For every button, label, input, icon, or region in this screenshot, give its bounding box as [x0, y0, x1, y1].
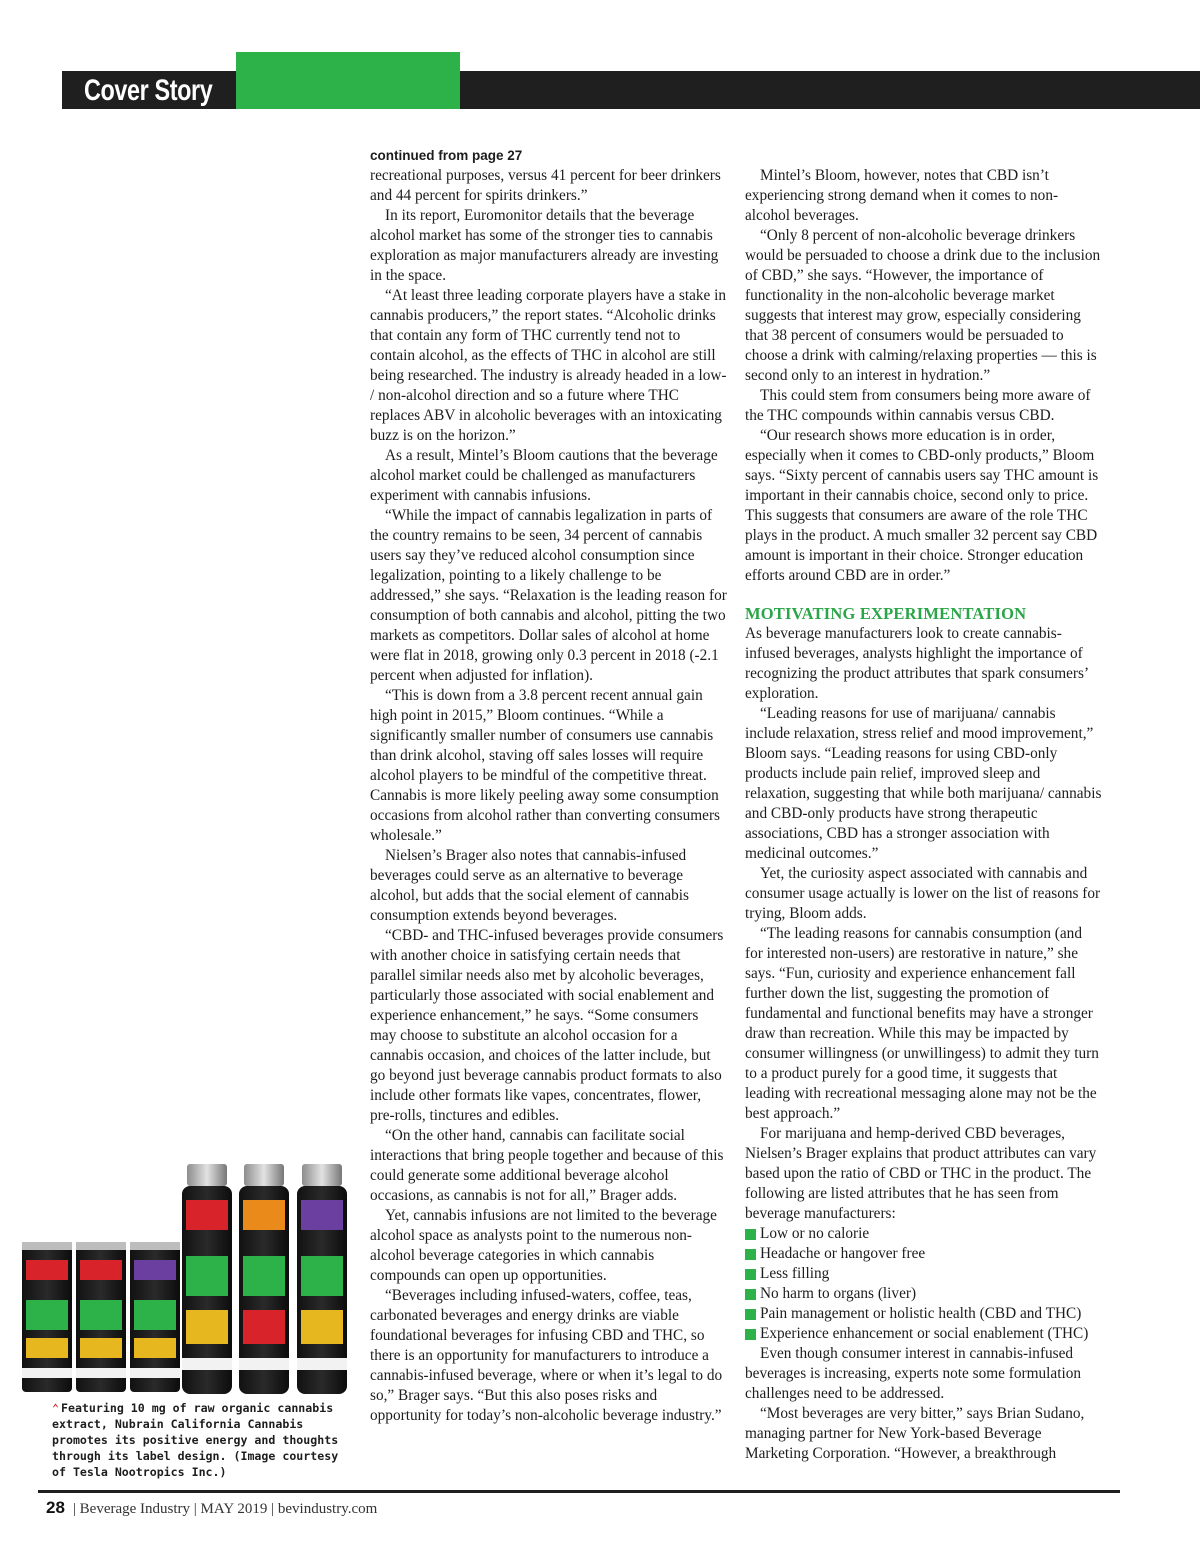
can-1 — [22, 1242, 72, 1392]
footer-rule — [38, 1490, 1120, 1493]
section-banner-accent — [236, 52, 460, 109]
publication-line: | Beverage Industry | MAY 2019 | bevindustry.com — [72, 1501, 378, 1517]
paragraph: “Only 8 percent of non-alcoholic beverage drinkers would be persuaded to choose a drink due to the inclusion of CBD,” she says. “However, the importance of functionality in the non-alcoholic beverage market suggests that interest may grow, especially considering that 38 percent of consumers would be persuaded to choose a drink with calming/relaxing properties — this is second only to an interest in hydration.” — [745, 227, 1101, 384]
can-2 — [76, 1242, 126, 1392]
bullet-square-icon — [745, 1269, 756, 1280]
list-item: No harm to organs (liver) — [745, 1284, 1103, 1304]
photo-caption: ⌃ Featuring 10 mg of raw organic cannabis extract, Nubrain California Cannabis promotes its positive energy and thoughts through its label design. (Image courtesy of Tesla Nootropics Inc.) — [52, 1401, 339, 1479]
list-item: Experience enhancement or social enablement (THC) — [745, 1324, 1103, 1344]
chevron-up-icon: ⌃ — [52, 1401, 59, 1415]
page-footer — [46, 1497, 377, 1520]
bullet-square-icon — [745, 1309, 756, 1320]
list-item: Less filling — [745, 1264, 1103, 1284]
bullet-square-icon — [745, 1289, 756, 1300]
paragraph: “Beverages including infused-waters, coffee, teas, carbonated beverages and energy drinks are viable foundational beverages for infusing CBD and THC, so there is an opportunity for manufacturers to introduce a cannabis-infused beverage, where or when it’s legal to do so,” Brager says. “But this also poses risks and opportunity for today’s non-alcoholic beverage industry.” — [370, 1287, 723, 1424]
product-photo — [22, 1160, 352, 1398]
paragraph: recreational purposes, versus 41 percent for beer drinkers and 44 percent for spirits drinkers.” — [370, 167, 721, 204]
attribute-list — [745, 1224, 1103, 1344]
section-heading: MOTIVATING EXPERIMENTATION — [745, 604, 1027, 623]
bullet-square-icon — [745, 1249, 756, 1260]
bottle-2 — [239, 1164, 289, 1394]
bullet-square-icon — [745, 1229, 756, 1240]
paragraph: “Most beverages are very bitter,” says Brian Sudano, managing partner for New York-based Beverage Marketing Corporation. “However, a breakthrough — [745, 1405, 1085, 1462]
paragraph: “At least three leading corporate players have a stake in cannabis producers,” the report states. “Alcoholic drinks that contain any form of THC currently tend not to contain alcohol, as the effects of THC in alcohol are still being researched. The industry is already headed in a low- / non-alcohol direction and so a future where THC replaces ABV in alcoholic beverages with an intoxicating buzz is on the horizon.” — [370, 287, 727, 444]
bullet-square-icon — [745, 1329, 756, 1340]
bottle-3 — [297, 1164, 347, 1394]
paragraph: Mintel’s Bloom, however, notes that CBD isn’t experiencing strong demand when it comes to non-alcohol beverages. — [745, 167, 1059, 224]
paragraph: Yet, cannabis infusions are not limited to the beverage alcohol space as analysts point to the numerous non-alcohol beverage categories in which cannabis compounds can open up opportunities. — [370, 1207, 717, 1284]
paragraph: For marijuana and hemp-derived CBD beverages, Nielsen’s Brager explains that product attributes can vary based upon the ratio of CBD or THC in the product. The following are listed attributes that he has seen from beverage manufacturers: — [745, 1125, 1097, 1222]
paragraph: “On the other hand, cannabis can facilitate social interactions that bring people together and because of this could generate some additional beverage alcohol occasions, as cannabis is not for all,” Brager adds. — [370, 1127, 724, 1204]
paragraph: “Our research shows more education is in order, especially when it comes to CBD-only products,” Bloom says. “Sixty percent of cannabis users say THC amount is important in their cannabis choice, second only to price. This suggests that consumers are aware of the role THC plays in the product. A much smaller 32 percent say CBD amount is important in their choice. Stronger education efforts around CBD are in order.” — [745, 427, 1099, 584]
bottle-1 — [182, 1164, 232, 1394]
list-item: Headache or hangover free — [745, 1244, 1103, 1264]
paragraph: “Leading reasons for use of marijuana/ cannabis include relaxation, stress relief and mood improvement,” Bloom says. “Leading reasons for using CBD-only products include pain relief, improved sleep and relaxation, suggesting that while both marijuana/ cannabis and CBD-only products have strong therapeutic associations, CBD has a stronger association with medicinal outcomes.” — [745, 705, 1102, 862]
paragraph: “While the impact of cannabis legalization in parts of the country remains to be seen, 34 percent of cannabis users say they’ve reduced alcohol consumption since legalization, pointing to a likely challenge to be addressed,” she says. “Relaxation is the leading reason for consumption of both cannabis and alcohol, pitting the two markets as competitors. Dollar sales of alcohol at home were flat in 2018, growing only 0.3 percent in 2018 (-2.1 percent when adjusted for inflation). — [370, 507, 727, 684]
paragraph: This could stem from consumers being more aware of the THC compounds within cannabis versus CBD. — [745, 387, 1091, 424]
list-item: Low or no calorie — [745, 1224, 1103, 1244]
paragraph: Yet, the curiosity aspect associated with cannabis and consumer usage actually is lower on the list of reasons for trying, Bloom adds. — [745, 865, 1101, 922]
section-banner — [62, 71, 1200, 109]
article-column-1 — [370, 146, 728, 1426]
paragraph: “The leading reasons for cannabis consumption (and for interested non-users) are restorative in nature,” she says. “Fun, curiosity and experience enhancement fall further down the list, suggesting the promotion of fundamental and functional benefits may have a stronger draw than recreation. While this may be impacted by consumer willingness (or unwillingess) to admit they turn to a product purely for a good time, it suggests that leading with recreational messaging alone may not be the best approach.” — [745, 925, 1099, 1122]
paragraph: Nielsen’s Brager also notes that cannabis-infused beverages could serve as an alternative to beverage alcohol, but adds that the social element of cannabis consumption extends beyond beverages. — [370, 847, 690, 924]
paragraph: “CBD- and THC-infused beverages provide consumers with another choice in satisfying certain needs that parallel similar needs also met by alcoholic beverages, particularly those associated with social enablement and experience enhancement,” he says. “Some consumers may choose to substitute an alcohol occasion for a cannabis occasion, and choices of the latter include, but go beyond just beverage cannabis product formats to also include other formats like vapes, concentrates, flower, pre-rolls, tinctures and edibles. — [370, 927, 724, 1124]
paragraph: Even though consumer interest in cannabis-infused beverages is increasing, experts note some formulation challenges need to be addressed. — [745, 1345, 1082, 1402]
paragraph: In its report, Euromonitor details that the beverage alcohol market has some of the stronger ties to cannabis exploration as major manufacturers already are investing in the space. — [370, 207, 719, 284]
list-item: Pain management or holistic health (CBD and THC) — [745, 1304, 1103, 1324]
can-3 — [130, 1242, 180, 1392]
paragraph: As beverage manufacturers look to create cannabis-infused beverages, analysts highlight the importance of recognizing the product attributes that spark consumers’ exploration. — [745, 625, 1088, 702]
page-number: 28 — [46, 1498, 65, 1517]
paragraph: “This is down from a 3.8 percent recent annual gain high point in 2015,” Bloom continues. “While a significantly smaller number of consumers use cannabis than drink alcohol, staving off sales losses will require alcohol players to be mindful of the competitive threat. Cannabis is more likely peeling away some consumption occasions from alcohol rather than converting consumers wholesale.” — [370, 687, 721, 844]
paragraph: As a result, Mintel’s Bloom cautions that the beverage alcohol market could be challenged as manufacturers experiment with cannabis infusions. — [370, 447, 718, 504]
section-label: Cover Story — [84, 74, 213, 107]
continued-note: continued from page 27 — [370, 148, 523, 163]
article-column-2 — [745, 166, 1103, 1464]
